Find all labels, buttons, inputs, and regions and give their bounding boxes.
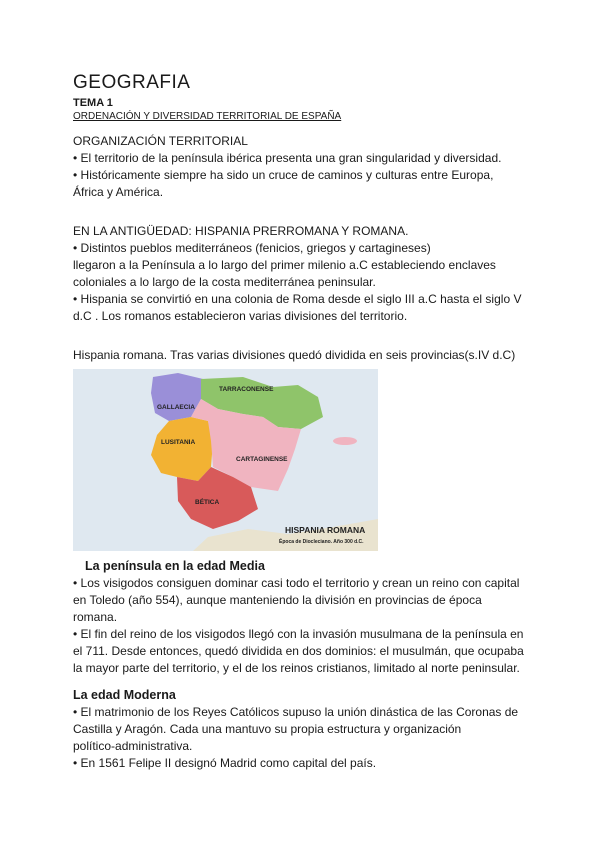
paragraph-line: • En 1561 Felipe II designó Madrid como capital del país.	[73, 756, 377, 770]
map-province-label: BÉTICA	[195, 499, 220, 506]
paragraph-line: coloniales a lo largo de la costa mediterránea peninsular.	[73, 275, 376, 289]
map-province-label: LUSITANIA	[161, 439, 196, 446]
paragraph-line: África y América.	[73, 185, 164, 199]
paragraph-line: en Toledo (año 554), aunque manteniendo la división en provincias de época	[73, 593, 482, 607]
document-page	[73, 72, 533, 772]
paragraph-line: • El fin del reino de los visigodos llegó con la invasión musulmana de la península en	[73, 627, 524, 641]
paragraph-line: • El matrimonio de los Reyes Católicos supuso la unión dinástica de las Coronas de	[73, 705, 519, 719]
paragraph-line: el 711. Desde entonces, quedó dividida en dos dominios: el musulmán, que ocupaba	[73, 644, 524, 658]
unit-label: TEMA 1	[73, 97, 113, 109]
map-province-label: GALLAECIA	[157, 404, 195, 411]
paragraph-line: la mayor parte del territorio, y el de los reinos cristianos, limitado al norte peninsular.	[73, 661, 520, 675]
map-caption: Hispania romana. Tras varias divisiones quedó dividida en seis provincias(s.IV d.C)	[73, 348, 516, 362]
paragraph-line: • Los visigodos consiguen dominar casi todo el territorio y crean un reino con capital	[73, 576, 520, 590]
paragraph-line: Castilla y Aragón. Cada una mantuvo su propia estructura y organización	[73, 722, 462, 736]
page-title: GEOGRAFIA	[73, 72, 191, 93]
paragraph-line: político-administrativa.	[73, 739, 193, 753]
section-heading-moderna: La edad Moderna	[73, 688, 176, 702]
section-heading-media: La península en la edad Media	[85, 559, 265, 573]
map-title: HISPANIA ROMANA	[285, 525, 366, 535]
hispania-romana-map	[73, 369, 378, 551]
paragraph-line: romana.	[73, 610, 118, 624]
map-province-label: CARTAGINENSE	[236, 456, 288, 463]
section-heading-organizacion: ORGANIZACIÓN TERRITORIAL	[73, 134, 248, 148]
paragraph-line: d.C . Los romanos establecieron varias divisiones del territorio.	[73, 309, 408, 323]
map-subtitle: Época de Diocleciano. Año 300 d.C.	[279, 539, 364, 545]
unit-subtitle: ORDENACIÓN Y DIVERSIDAD TERRITORIAL DE ESPAÑA	[73, 111, 342, 122]
map-balearic-islands	[333, 437, 357, 445]
paragraph-line: • El territorio de la península ibérica presenta una gran singularidad y diversidad.	[73, 151, 502, 165]
paragraph-line: llegaron a la Península a lo largo del primer milenio a.C estableciendo enclaves	[73, 258, 496, 272]
paragraph-line: • Históricamente siempre ha sido un cruce de caminos y culturas entre Europa,	[73, 168, 494, 182]
map-province-label: TARRACONENSE	[219, 386, 274, 393]
paragraph-line: • Hispania se convirtió en una colonia de Roma desde el siglo III a.C hasta el siglo V	[73, 292, 522, 306]
paragraph-line: • Distintos pueblos mediterráneos (fenicios, griegos y cartagineses)	[73, 241, 431, 255]
section-heading-antiguedad: EN LA ANTIGÜEDAD: HISPANIA PRERROMANA Y ROMANA.	[73, 224, 409, 238]
